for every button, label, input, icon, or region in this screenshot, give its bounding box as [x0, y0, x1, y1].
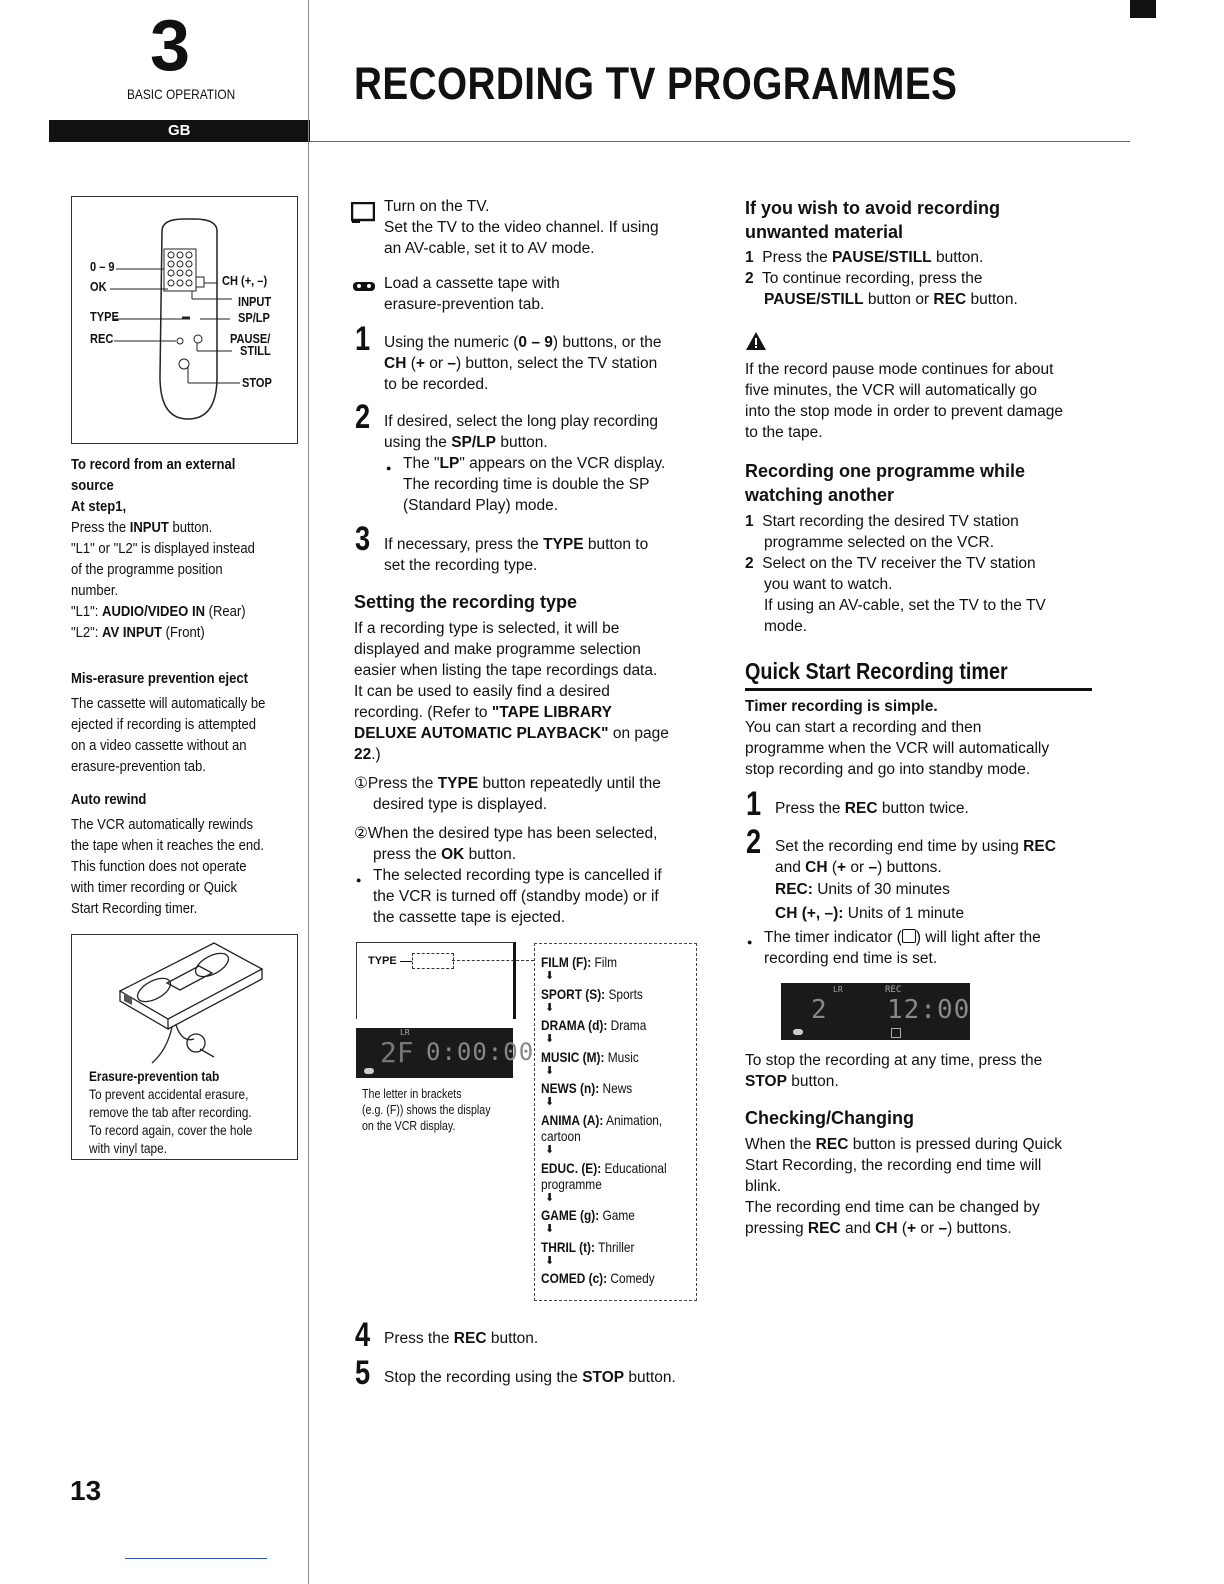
erasure-tab-text-2: remove the tab after recording.: [89, 1104, 252, 1120]
down-arrow-icon: ⬇: [545, 1096, 555, 1109]
type-list-item: [541, 1112, 698, 1144]
step-4-number: 4: [355, 1316, 371, 1354]
external-source-text-1: Press the INPUT button.: [71, 519, 213, 536]
type-code: DRAMA (d):: [541, 1017, 608, 1034]
step-2-text: If desired, select the long play recording using the SP/LP button. ● The "LP" appears on the VCR display. The recording time is double the SP (Standard Play) mode.: [384, 411, 704, 516]
remote-label-type: TYPE: [90, 309, 119, 324]
avoid-steps: 1 Press the PAUSE/STILL button. 2 To continue recording, press the PAUSE/STILL button or REC button.: [745, 249, 1018, 308]
warning-text: If the record pause mode continues for about five minutes, the VCR will automatically go into the stop mode in order to prevent damage to the tape.: [745, 361, 1063, 441]
checking-text: When the REC button is pressed during Quick Start Recording, the recording end time will blink. The recording end time can be changed by pressing REC and CH (+ or –) buttons.: [745, 1136, 1063, 1237]
auto-rewind-text-2: the tape when it reaches the end.: [71, 837, 264, 854]
watching-steps: 1 Start recording the desired TV station programme selected on the VCR. 2 Select on the TV receiver the TV station you want to watch. If using an AV-cable, set the TV to the TV mode.: [745, 513, 1046, 635]
vcr-display-tape-icon: [364, 1068, 374, 1074]
type-name-cont: cartoon: [541, 1128, 581, 1144]
mis-erasure-text-2: ejected if recording is attempted: [71, 716, 256, 733]
header-rule: [310, 141, 1130, 142]
type-list-item: [541, 1160, 698, 1192]
chapter-number: 3: [150, 6, 191, 86]
remote-label-stop: STOP: [242, 375, 272, 390]
avoid-heading: If you wish to avoid recording unwanted material: [745, 198, 1001, 242]
footer-link-rule: [125, 1558, 267, 1559]
quick-step-2-number: 2: [746, 823, 762, 861]
type-name: Animation,: [606, 1112, 663, 1128]
mis-erasure-text-1: The cassette will automatically be: [71, 695, 266, 712]
timer-indicator-icon: [902, 929, 916, 943]
external-source-text-6: "L2": AV INPUT (Front): [71, 624, 205, 641]
step-4-text: Press the REC button.: [384, 1330, 539, 1347]
auto-rewind-section: [71, 789, 296, 919]
type-arrow: [400, 961, 412, 962]
step-5-text: Stop the recording using the STOP button.: [384, 1369, 676, 1386]
external-source-step: At step1,: [71, 498, 127, 515]
remote-illustration-box: [71, 196, 298, 444]
region-tab-label: GB: [168, 122, 191, 139]
type-connector: [452, 960, 534, 961]
erasure-tab-heading: Erasure-prevention tab: [89, 1068, 220, 1084]
page-number: 13: [70, 1475, 102, 1506]
erasure-tab-text-1: To prevent accidental erasure,: [89, 1086, 249, 1102]
mis-erasure-heading: Mis-erasure prevention eject: [71, 670, 248, 687]
tape-step-text-1: Load a cassette tape with: [384, 275, 560, 292]
step-1-text: Using the numeric (0 – 9) buttons, or the CH (+ or –) button, select the TV station to be recorded.: [384, 334, 662, 393]
timer-display-indicator: [891, 1028, 901, 1038]
auto-rewind-text-5: Start Recording timer.: [71, 900, 198, 917]
type-name: Music: [607, 1048, 639, 1065]
external-source-text-5: "L1": AUDIO/VIDEO IN (Rear): [71, 603, 246, 620]
tv-icon: [351, 202, 375, 224]
auto-rewind-text-4: with timer recording or Quick: [71, 879, 238, 896]
step-2-number: 2: [355, 398, 371, 436]
external-source-heading: To record from an external: [71, 456, 236, 473]
type-name: Sports: [608, 985, 643, 1002]
remote-label-splp: SP/LP: [238, 310, 270, 325]
external-source-text-3: of the programme position: [71, 561, 223, 578]
quick-start-heading: Quick Start Recording timer: [745, 658, 1008, 684]
auto-rewind-text-1: The VCR automatically rewinds: [71, 816, 254, 833]
type-name: Game: [602, 1207, 635, 1224]
tv-step-text-1: Turn on the TV.: [384, 198, 490, 215]
timer-display-time: 12:00: [887, 995, 971, 1025]
type-list-item: [541, 1080, 698, 1096]
step-3-text: If necessary, press the TYPE button to set the recording type.: [384, 536, 649, 574]
erasure-tab-text-4: with vinyl tape.: [89, 1140, 168, 1156]
tv-step-text-2: Set the TV to the video channel. If using: [384, 219, 659, 236]
type-code: ANIMA (A):: [541, 1112, 604, 1128]
cassette-illustration-box: [71, 934, 298, 1160]
auto-rewind-heading: Auto rewind: [71, 791, 147, 808]
step-5-number: 5: [355, 1354, 371, 1392]
quick-start-intro: Timer recording is simple. You can start a recording and then programme when the VCR will automatically stop recording and go into standby mode.: [745, 698, 1050, 778]
down-arrow-icon: ⬇: [545, 1223, 555, 1236]
quick-start-rule: [745, 688, 1092, 691]
type-list-item: [541, 1239, 698, 1255]
down-arrow-icon: ⬇: [545, 1191, 555, 1204]
down-arrow-icon: ⬇: [545, 1254, 555, 1267]
down-arrow-icon: ⬇: [545, 1033, 555, 1046]
type-list-item: [541, 954, 698, 970]
remote-label-input: INPUT: [238, 294, 272, 309]
type-list-item: [541, 986, 698, 1002]
type-name: Drama: [610, 1017, 647, 1034]
type-code: EDUC. (E):: [541, 1159, 602, 1176]
stop-note: To stop the recording at any time, press the STOP button.: [745, 1052, 1043, 1090]
type-name: News: [602, 1080, 633, 1097]
erasure-tab-text-3: To record again, cover the hole: [89, 1122, 253, 1138]
external-source-section: [71, 454, 296, 643]
remote-label-rec: REC: [90, 331, 114, 346]
mis-erasure-text-3: on a video cassette without an: [71, 737, 247, 754]
timer-indicator-note: ● The timer indicator ( ) will light after the recording end time is set.: [764, 927, 1114, 969]
type-label: TYPE: [368, 955, 397, 967]
page-title: RECORDING TV PROGRAMMES: [354, 58, 958, 109]
mis-erasure-text-4: erasure-prevention tab.: [71, 758, 206, 775]
auto-rewind-text-3: This function does not operate: [71, 858, 247, 875]
type-name-cont: programme: [541, 1175, 602, 1192]
down-arrow-icon: ⬇: [545, 1144, 555, 1156]
type-list-item: [541, 1017, 698, 1033]
corner-mark: [1130, 0, 1156, 18]
down-arrow-icon: ⬇: [545, 1064, 555, 1077]
external-source-text-2: "L1" or "L2" is displayed instead: [71, 540, 255, 557]
quick-step-1-text: Press the REC button twice.: [775, 800, 969, 817]
recording-type-list: [534, 943, 697, 1301]
warning-icon: [745, 331, 767, 351]
type-note: The letter in brackets (e.g. (F)) shows the display on the VCR display.: [362, 1086, 491, 1133]
cassette-tape-icon: [352, 280, 376, 292]
type-name: Thriller: [598, 1238, 635, 1255]
down-arrow-icon: ⬇: [545, 970, 555, 982]
type-code: GAME (g):: [541, 1207, 600, 1224]
vcr-display: [356, 1028, 535, 1078]
timer-display-lr: LR: [833, 985, 843, 994]
cassette-icon: [72, 935, 297, 1065]
remote-label-pause: PAUSE/: [230, 331, 271, 346]
checking-heading: Checking/Changing: [745, 1108, 915, 1128]
type-list-item: [541, 1049, 698, 1065]
tape-step: [350, 273, 700, 315]
quick-step-2-text: Set the recording end time by using REC and CH (+ or –) buttons. REC: Units of 30 minutes CH (+, –): Units of 1 minute: [775, 838, 1056, 922]
type-code: THRIL (t):: [541, 1238, 595, 1255]
type-name: Educational: [604, 1159, 667, 1176]
type-name: Comedy: [610, 1270, 655, 1287]
type-list-item: [541, 1270, 698, 1286]
setting-type-text: If a recording type is selected, it will be displayed and make programme selection easier when listing the tape recordings data. It can be used to easily find a desired recording. (Refer to "TAPE LIBRARY DELUXE AUTOMATIC PLAYBACK" on page 22.) ①Press the TYPE button repeatedly until the desired type is displayed. ②When the desired type has been selected, press the OK button. ● The selected recording type is cancelled if the VCR is turned off (standby mode) or if the cassette tape is ejected.: [354, 618, 704, 928]
tv-step-text-3: an AV-cable, set it to AV mode.: [384, 240, 595, 257]
watching-heading: Recording one programme while watching another: [745, 461, 1026, 505]
timer-display-rec: REC: [885, 985, 902, 995]
vcr-display-lr: LR: [400, 1028, 410, 1037]
step-1-number: 1: [355, 320, 371, 358]
step-3-number: 3: [355, 520, 371, 558]
tape-step-text-2: erasure-prevention tab.: [384, 296, 545, 313]
type-code: MUSIC (M):: [541, 1048, 605, 1065]
type-name: Film: [594, 954, 618, 970]
quick-step-1-number: 1: [746, 785, 762, 823]
type-code: NEWS (n):: [541, 1080, 600, 1097]
timer-display: [781, 983, 970, 1040]
type-code: FILM (F):: [541, 954, 592, 970]
type-list-item: [541, 1207, 698, 1223]
setting-type-heading: Setting the recording type: [354, 592, 578, 612]
column-divider: [308, 0, 309, 1584]
external-source-heading-2: source: [71, 477, 114, 494]
mis-erasure-section: [71, 668, 296, 777]
external-source-text-4: number.: [71, 582, 119, 599]
timer-display-channel: 2: [811, 995, 827, 1025]
remote-label-digits: 0 – 9: [90, 259, 115, 274]
type-code: COMED (c):: [541, 1270, 608, 1287]
vcr-display-counter: 0:00:00: [426, 1038, 535, 1066]
tv-step: [350, 196, 700, 259]
down-arrow-icon: ⬇: [545, 1001, 555, 1014]
remote-label-ch: CH (+, –): [222, 273, 268, 288]
chapter-label: BASIC OPERATION: [127, 86, 236, 102]
vcr-display-channel: 2F: [380, 1036, 414, 1069]
type-display-segment: [412, 953, 454, 969]
type-code: SPORT (S):: [541, 985, 606, 1002]
remote-label-ok: OK: [90, 279, 107, 294]
remote-label-still: STILL: [240, 343, 271, 358]
timer-display-tape-icon: [793, 1029, 803, 1035]
